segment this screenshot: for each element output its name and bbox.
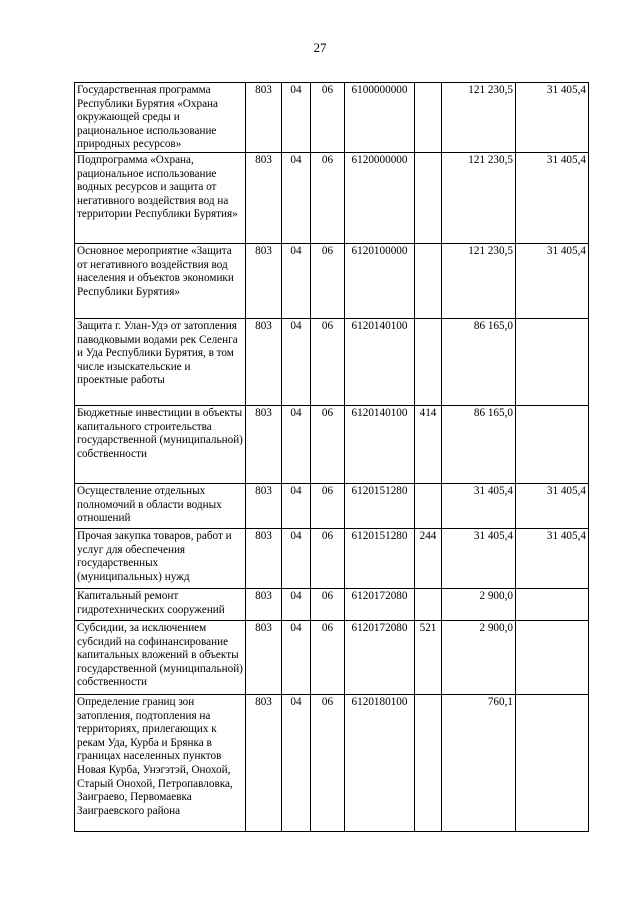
row-csr: 6120140100	[345, 319, 415, 406]
row-pr: 06	[311, 529, 345, 589]
row-vr: 521	[415, 621, 442, 695]
row-sum-2	[516, 589, 589, 621]
row-csr: 6120140100	[345, 406, 415, 484]
row-vr	[415, 319, 442, 406]
row-csr: 6120151280	[345, 529, 415, 589]
row-sum-2	[516, 319, 589, 406]
row-name: Бюджетные инвестиции в объекты капитального строительства государственной (муниципальной) собственности	[75, 406, 246, 484]
table-row	[75, 83, 589, 153]
table-row	[75, 153, 589, 244]
row-sum-2: 31 405,4	[516, 484, 589, 529]
row-name: Подпрограмма «Охрана, рациональное использование водных ресурсов и защита от негативного воздействия вод на территории Республики Бурятия»	[75, 153, 246, 244]
row-rz: 04	[282, 621, 311, 695]
row-sum-1: 31 405,4	[442, 484, 516, 529]
row-pr: 06	[311, 319, 345, 406]
table-row	[75, 244, 589, 319]
table-row	[75, 529, 589, 589]
row-sum-1: 86 165,0	[442, 319, 516, 406]
row-rz: 04	[282, 589, 311, 621]
row-name: Определение границ зон затопления, подтопления на территориях, прилегающих к рекам Уда, Курба и Брянка в границах населенных пунктов Новая Курба, Унэгэтэй, Онохой, Старый Онохой, Петропавловка, Заиграево, Первомаевка Заиграевского района	[75, 695, 246, 832]
row-sum-2	[516, 406, 589, 484]
table-row	[75, 695, 589, 832]
row-csr: 6120172080	[345, 589, 415, 621]
row-rz: 04	[282, 319, 311, 406]
row-sum-2: 31 405,4	[516, 244, 589, 319]
row-sum-1: 121 230,5	[442, 153, 516, 244]
row-sum-2: 31 405,4	[516, 529, 589, 589]
row-ved: 803	[246, 695, 282, 832]
row-vr	[415, 153, 442, 244]
row-rz: 04	[282, 83, 311, 153]
row-sum-1: 121 230,5	[442, 83, 516, 153]
row-name: Осуществление отдельных полномочий в области водных отношений	[75, 484, 246, 529]
row-sum-1: 86 165,0	[442, 406, 516, 484]
row-ved: 803	[246, 529, 282, 589]
table-row	[75, 319, 589, 406]
row-pr: 06	[311, 83, 345, 153]
table-row	[75, 621, 589, 695]
row-pr: 06	[311, 244, 345, 319]
page-number: 27	[313, 40, 327, 55]
row-name: Государственная программа Республики Бурятия «Охрана окружающей среды и рациональное использование природных ресурсов»	[75, 83, 246, 153]
row-sum-1: 760,1	[442, 695, 516, 832]
row-vr	[415, 484, 442, 529]
row-csr: 6120151280	[345, 484, 415, 529]
row-ved: 803	[246, 153, 282, 244]
row-csr: 6120172080	[345, 621, 415, 695]
table-row	[75, 406, 589, 484]
row-pr: 06	[311, 484, 345, 529]
row-rz: 04	[282, 153, 311, 244]
row-vr	[415, 244, 442, 319]
row-ved: 803	[246, 589, 282, 621]
row-vr: 244	[415, 529, 442, 589]
table-row	[75, 589, 589, 621]
row-rz: 04	[282, 529, 311, 589]
row-name: Субсидии, за исключением субсидий на софинансирование капитальных вложений в объекты государственной (муниципальной) собственности	[75, 621, 246, 695]
row-csr: 6120180100	[345, 695, 415, 832]
row-csr: 6100000000	[345, 83, 415, 153]
row-vr	[415, 589, 442, 621]
row-pr: 06	[311, 621, 345, 695]
row-vr	[415, 695, 442, 832]
row-rz: 04	[282, 244, 311, 319]
row-name: Капитальный ремонт гидротехнических сооружений	[75, 589, 246, 621]
row-ved: 803	[246, 83, 282, 153]
row-csr: 6120100000	[345, 244, 415, 319]
row-sum-2: 31 405,4	[516, 83, 589, 153]
row-rz: 04	[282, 695, 311, 832]
row-sum-1: 121 230,5	[442, 244, 516, 319]
row-vr	[415, 83, 442, 153]
table-row	[75, 484, 589, 529]
row-sum-1: 2 900,0	[442, 589, 516, 621]
row-csr: 6120000000	[345, 153, 415, 244]
row-sum-1: 2 900,0	[442, 621, 516, 695]
row-ved: 803	[246, 621, 282, 695]
row-ved: 803	[246, 406, 282, 484]
row-pr: 06	[311, 589, 345, 621]
row-sum-2	[516, 695, 589, 832]
row-name: Защита г. Улан-Удэ от затопления паводковыми водами рек Селенга и Уда Республики Бурятия, в том числе изыскательские и проектные работы	[75, 319, 246, 406]
row-pr: 06	[311, 153, 345, 244]
row-pr: 06	[311, 406, 345, 484]
row-pr: 06	[311, 695, 345, 832]
row-ved: 803	[246, 244, 282, 319]
row-name: Основное мероприятие «Защита от негативного воздействия вод населения и объектов экономики Республики Бурятия»	[75, 244, 246, 319]
row-ved: 803	[246, 319, 282, 406]
row-rz: 04	[282, 484, 311, 529]
budget-table	[74, 82, 589, 832]
row-sum-2	[516, 621, 589, 695]
row-ved: 803	[246, 484, 282, 529]
row-sum-1: 31 405,4	[442, 529, 516, 589]
row-rz: 04	[282, 406, 311, 484]
row-sum-2: 31 405,4	[516, 153, 589, 244]
row-name: Прочая закупка товаров, работ и услуг для обеспечения государственных (муниципальных) нужд	[75, 529, 246, 589]
row-vr: 414	[415, 406, 442, 484]
